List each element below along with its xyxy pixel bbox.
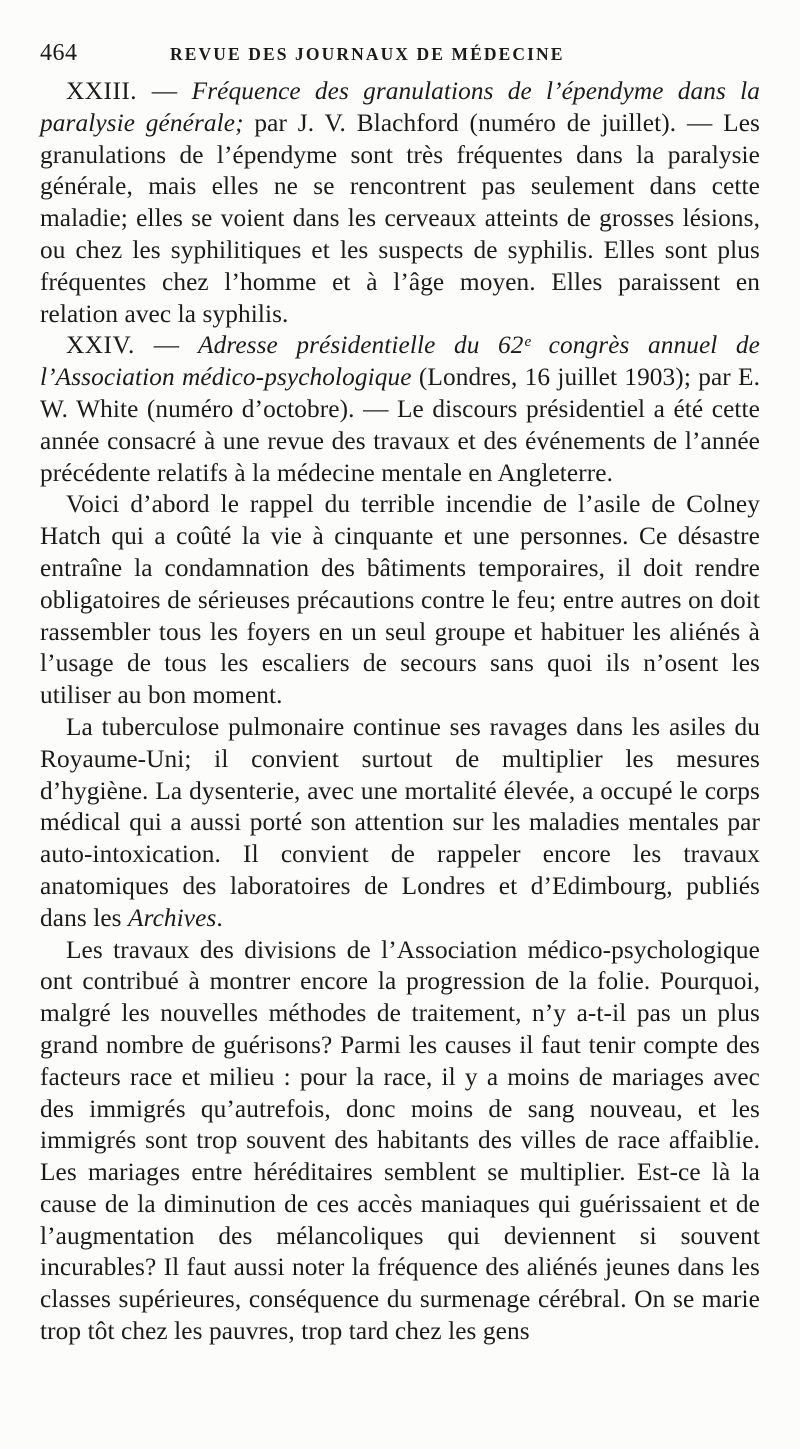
archives-word: Archives [128, 903, 217, 932]
article-number: XXIII. — [66, 77, 178, 105]
article-byline: par J. V. Blachford (numéro de juillet). — [254, 108, 713, 137]
running-head [40, 36, 760, 76]
article-text: Les granulations de l’épendyme sont très fréquentes dans la paralysie générale, mais elles ne se rencontrent pas seulement dans cette maladie; elles se voient dans les cerveaux atteints de grosses lésions, ou chez les syphilitiques et les suspects de syphilis. Elles sont plus fréquentes chez l’homme et à l’âge moyen. Elles paraissent en relation avec la syphilis. [40, 108, 760, 328]
page-number: 464 [40, 40, 78, 66]
body-text [40, 76, 760, 1348]
article-xxiv [40, 330, 760, 489]
article-xxiii [40, 76, 760, 330]
article-title: Adresse présidentielle du 62ᵉ congrès annuel de l’Association médico-psychologique [40, 331, 761, 392]
article-byline: (Londres, 16 juillet 1903); par E. W. White (numéro d’octobre). — [40, 363, 760, 423]
article-title: Fréquence des granulations de l’épendyme dans la paralysie générale; [40, 77, 760, 137]
article-text: Le discours présidentiel a été cette année consacré à une revue des travaux et des événements de l’année précédente relatifs à la médecine mentale en Angleterre. [40, 394, 760, 487]
sentence-end: . [216, 903, 223, 932]
journal-title: REVUE DES JOURNAUX DE MÉDECINE [170, 44, 565, 64]
paragraph-text: La tuberculose pulmonaire continue ses ravages dans les asiles du Royaume-Uni; il convient surtout de multiplier les mesures d’hygiène. La dysenterie, avec une mortalité élevée, a occupé le corps médical qui a aussi porté son attention sur les maladies mentales par auto-intoxication. Il convient de rappeler encore les travaux anatomiques des laboratoires de Londres et d’Edimbourg, publiés dans les [40, 712, 760, 932]
paragraph: Voici d’abord le rappel du terrible incendie de l’asile de Colney Hatch qui a coûté la vie à cinquante et une personnes. Ce désastre entraîne la condamnation des bâtiments temporaires, il doit rendre obligatoires de sérieuses précautions contre le feu; entre autres on doit rassembler tous les foyers en un seul groupe et habituer les aliénés à l’usage de tous les escaliers de secours sans quoi ils n’osent les utiliser au bon moment. [40, 490, 760, 710]
paragraph: Les travaux des divisions de l’Association médico-psychologique ont contribué à montrer encore la progression de la folie. Pourquoi, malgré les nouvelles méthodes de traitement, n’y a-t-il pas un plus grand nombre de guérisons? Parmi les causes il faut tenir compte des facteurs race et milieu : pour la race, il y a moins de mariages avec des immigrés qu’autrefois, donc moins de sang nouveau, et les immigrés sont trop souvent des habitants des villes de race affaiblie. Les mariages entre héréditaires semblent se multiplier. Est-ce là la cause de la diminution de ces accès maniaques qui guérissaient et de l’augmentation des mélancoliques qui deviennent si souvent incurables? Il faut aussi noter la fréquence des aliénés jeunes dans les classes supérieures, conséquence du surmenage cérébral. On se marie trop tôt chez les pauvres, trop tard chez les gens [40, 935, 760, 1346]
paragraph [40, 712, 760, 935]
article-number: XXIV. — [66, 331, 180, 360]
